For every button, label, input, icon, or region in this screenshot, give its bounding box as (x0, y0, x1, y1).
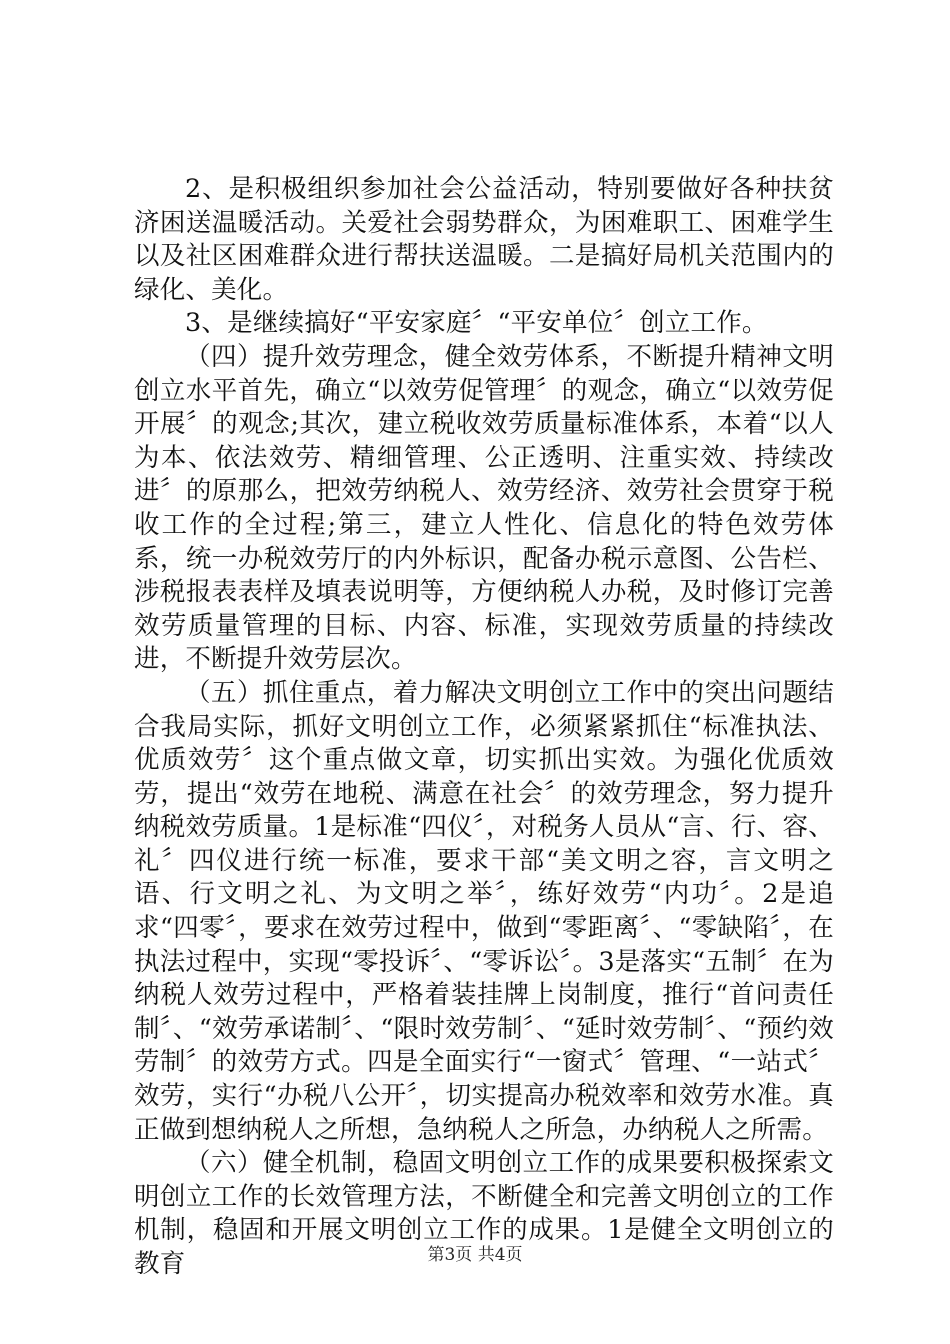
page-number: 第3页 共4页 (427, 1245, 523, 1265)
paragraph-5: （六）健全机制，稳固文明创立工作的成果要积极探索文明创立工作的长效管理方法，不断健全和完善文明创立的工作机制，稳固和开展文明创立工作的成果。1是健全文明创立的教育 (134, 1148, 834, 1279)
paragraph-2: 3、是继续搞好“平安家庭〞“平安单位〞创立工作。 (185, 308, 768, 339)
paragraph-1: 2、是积极组织参加社会公益活动，特别要做好各种扶贫济困送温暖活动。关爱社会弱势群众，为困难职工、困难学生以及社区困难群众进行帮扶送温暖。二是搞好局机关范围内的绿化、美化。 (134, 174, 834, 305)
paragraph-3: （四）提升效劳理念，健全效劳体系，不断提升精神文明创立水平首先，确立“以效劳促管理〞的观念，确立“以效劳促开展〞的观念;其次，建立税收效劳质量标准体系，本着“以人为本、依法效劳、精细管理、公正透明、注重实效、持续改进〞的原那么，把效劳纳税人、效劳经济、效劳社会贯穿于税收工作的全过程;第三，建立人性化、信息化的特色效劳体系，统一办税效劳厅的内外标识，配备办税示意图、公告栏、涉税报表表样及填表说明等，方便纳税人办税，及时修订完善效劳质量管理的目标、内容、标准，实现效劳质量的持续改进，不断提升效劳层次。 (134, 341, 834, 675)
paragraph-4: （五）抓住重点，着力解决文明创立工作中的突出问题结合我局实际，抓好文明创立工作，必须紧紧抓住“标准执法、优质效劳〞这个重点做文章，切实抓出实效。为强化优质效劳，提出“效劳在地税、满意在社会〞的效劳理念，努力提升纳税效劳质量。1是标准“四仪〞，对税务人员从“言、行、容、礼〞四仪进行统一标准，要求干部“美文明之容，言文明之语、行文明之礼、为文明之举〞，练好效劳“内功〞。2是追求“四零〞，要求在效劳过程中，做到“零距离〞、“零缺陷〞，在执法过程中，实现“零投诉〞、“零诉讼〞。3是落实“五制〞在为纳税人效劳过程中，严格着装挂牌上岗制度，推行“首问责任制〞、“效劳承诺制〞、“限时效劳制〞、“延时效劳制〞、“预约效劳制〞的效劳方式。四是全面实行“一窗式〞管理、“一站式〞效劳，实行“办税八公开〞，切实提高办税效率和效劳水准。真正做到想纳税人之所想，急纳税人之所急，办纳税人之所需。 (134, 677, 834, 1145)
document-body (134, 173, 834, 1282)
